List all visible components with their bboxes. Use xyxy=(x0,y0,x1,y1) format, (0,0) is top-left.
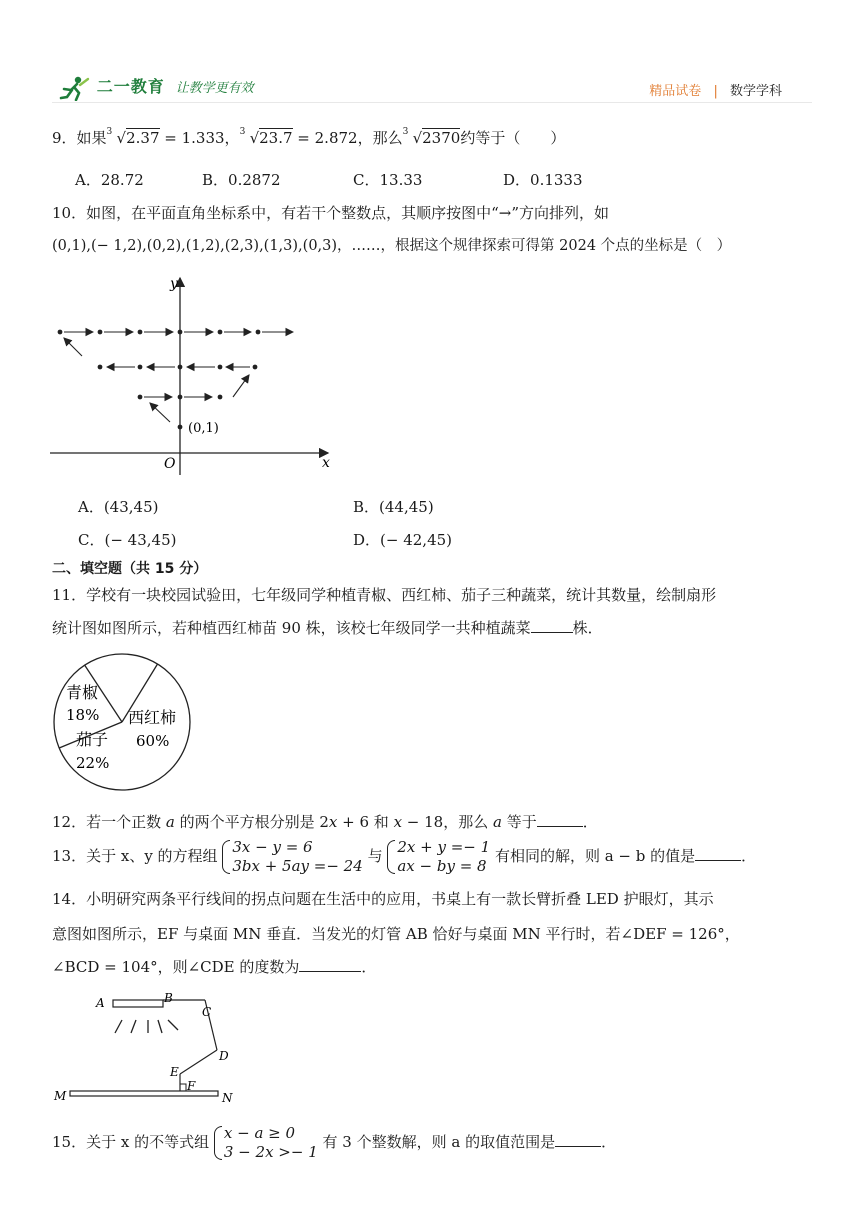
light-rays xyxy=(115,1020,178,1033)
header-subject: 数学学科 xyxy=(729,84,782,99)
q14-line3-post: ． xyxy=(361,958,377,976)
label-c: C xyxy=(202,1005,212,1019)
label-n: N xyxy=(222,1091,233,1105)
root-value: 23.7 xyxy=(259,129,293,147)
q13-end: ． xyxy=(741,847,757,865)
q11-line1: 11．学校有一块校园试验田，七年级同学种植青椒、西红柿、茄子三种蔬菜，统计其数量，绘制扇形 xyxy=(52,586,717,604)
slice-label-name: 茄子 xyxy=(76,730,109,749)
answer-blank xyxy=(555,1132,601,1147)
row-3 xyxy=(98,365,258,397)
q12-mid2: + 6 和 xyxy=(337,813,394,831)
q13-post: 有相同的解，则 a − b 的值是 xyxy=(494,847,696,865)
cube-root-1: 3 √2.37 xyxy=(107,128,160,148)
question-13 xyxy=(52,838,756,876)
q15-end: ． xyxy=(601,1133,617,1151)
q9-text-pre: 9．如果 xyxy=(52,129,107,147)
q9-eq2: = 2.872，那么 xyxy=(292,129,403,147)
q12-mid3: − 18，那么 xyxy=(402,813,493,831)
q9-option-d: D．0.1333 xyxy=(503,171,583,189)
lamp-figure xyxy=(50,990,245,1106)
q12-post: 等于 xyxy=(501,813,537,831)
root-index: 3 xyxy=(239,127,246,137)
q10-option-a: A．(43,45) xyxy=(78,498,159,516)
desk xyxy=(70,1091,218,1096)
section-2-title: 二、填空题（共 15 分） xyxy=(52,561,208,577)
q14-line2: 意图如图所示，EF 与桌面 MN 垂直．当发光的灯管 AB 恰好与桌面 MN 平行时，若∠DEF = 126°， xyxy=(52,925,740,943)
q11-line2-post: 株． xyxy=(572,619,603,637)
slice-label-value: 22% xyxy=(76,754,110,772)
root-value: 2370 xyxy=(422,129,461,147)
lamp-tube xyxy=(113,1000,163,1007)
q9-option-c: C．13.33 xyxy=(353,171,423,189)
root-value: 2.37 xyxy=(126,129,160,147)
point-0-1 xyxy=(178,425,183,430)
x-axis-label: x xyxy=(322,455,330,471)
q10-option-c: C．(− 43,45) xyxy=(78,531,177,549)
q9-eq1: = 1.333， xyxy=(159,129,240,147)
slice-label-value: 60% xyxy=(136,732,170,750)
question-9 xyxy=(52,128,565,148)
system-line: x − a ≥ 0 xyxy=(223,1124,296,1142)
answer-blank xyxy=(299,957,361,972)
label-e: E xyxy=(170,1065,179,1079)
point-label: (0,1) xyxy=(188,421,219,436)
q12-pre: 12．若一个正数 xyxy=(52,813,166,831)
label-a: A xyxy=(96,996,105,1010)
inequality-system xyxy=(214,1124,318,1162)
system-line: 3x − y = 6 xyxy=(232,838,313,856)
row-4 xyxy=(58,330,293,356)
q9-option-a: A．28.72 xyxy=(75,171,144,189)
q14-line3-pre: ∠BCD = 104°，则∠CDE 的度数为 xyxy=(52,958,300,976)
label-m: M xyxy=(54,1089,67,1103)
var-a: a xyxy=(165,813,175,831)
cube-root-3: 3 √2370 xyxy=(403,128,461,148)
runner-logo-icon xyxy=(58,75,92,101)
pie-chart xyxy=(50,652,198,792)
header-right xyxy=(649,80,782,99)
logo-text: 二一教育 xyxy=(96,77,165,96)
origin-label: O xyxy=(164,456,176,472)
var-x: x xyxy=(393,813,403,831)
header-divider xyxy=(52,102,812,103)
q10-option-b: B．(44,45) xyxy=(353,498,434,516)
equation-system-1 xyxy=(222,838,362,876)
y-axis-label: y xyxy=(170,276,178,292)
q12-mid: 的两个平方根分别是 2 xyxy=(174,813,329,831)
slice-label-name: 青椒 xyxy=(66,683,99,702)
cube-root-2: 3 √23.7 xyxy=(240,128,293,148)
question-15 xyxy=(52,1124,616,1162)
answer-blank xyxy=(695,846,741,861)
q13-mid: 与 xyxy=(367,847,383,865)
coordinate-figure xyxy=(50,270,340,475)
label-f: F xyxy=(187,1079,196,1093)
question-12 xyxy=(52,812,598,832)
label-d: D xyxy=(219,1049,229,1063)
label-b: B xyxy=(164,991,173,1005)
q13-pre: 13．关于 x、y 的方程组 xyxy=(52,847,218,865)
root-index: 3 xyxy=(402,127,409,137)
q10-line1: 10．如图，在平面直角坐标系中，有若干个整数点，其顺序按图中“→”方向排列，如 xyxy=(52,204,609,222)
q10-option-d: D．(− 42,45) xyxy=(353,531,453,549)
system-line: ax − by = 8 xyxy=(397,857,487,875)
q12-end: ． xyxy=(582,813,598,831)
q14-line1: 14．小明研究两条平行线间的拐点问题在生活中的应用，书桌上有一款长臂折叠 LED 护眼灯，其示 xyxy=(52,890,714,908)
q9-text-post: 约等于（ ） xyxy=(460,129,566,147)
q15-pre: 15．关于 x 的不等式组 xyxy=(52,1133,210,1151)
header-tag: 精品试卷 xyxy=(649,84,702,99)
slice-label-name: 西红柿 xyxy=(128,708,177,727)
header-separator: | xyxy=(713,84,718,99)
system-line: 3 − 2x >− 1 xyxy=(223,1143,318,1161)
q15-post: 有 3 个整数解，则 a 的取值范围是 xyxy=(322,1133,556,1151)
q10-line2: (0,1),(− 1,2),(0,2),(1,2),(2,3),(1,3),(0,3)，……，根据这个规律探索可得第 2024 个点的坐标是（ ） xyxy=(52,238,732,254)
slice-label-value: 18% xyxy=(66,706,100,724)
root-index: 3 xyxy=(106,127,113,137)
header-logo xyxy=(58,74,254,101)
q14-line3 xyxy=(52,957,376,977)
q9-option-b: B．0.2872 xyxy=(202,171,281,189)
slogan: 让教学更有效 xyxy=(175,81,254,96)
q11-line2-pre: 统计图如图所示，若种植西红柿苗 90 株，该校七年级同学一共种植蔬菜 xyxy=(52,619,531,637)
var-x: x xyxy=(328,813,338,831)
answer-blank xyxy=(537,812,583,827)
system-line: 2x + y =− 1 xyxy=(397,838,491,856)
q11-line2 xyxy=(52,618,603,638)
system-line: 3bx + 5ay =− 24 xyxy=(232,857,363,875)
var-a: a xyxy=(493,813,502,831)
equation-system-2 xyxy=(387,838,490,876)
answer-blank xyxy=(531,618,573,633)
